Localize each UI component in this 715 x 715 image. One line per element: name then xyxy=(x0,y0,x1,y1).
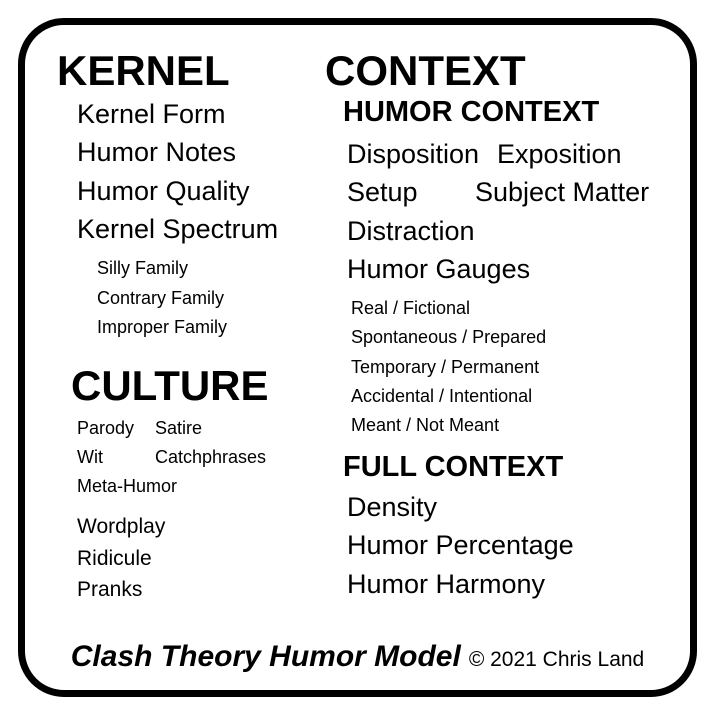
kernel-item: Kernel Form xyxy=(77,99,226,130)
culture-item: Wit xyxy=(77,447,103,468)
kernel-item: Humor Notes xyxy=(77,137,237,168)
humor-gauge: Real / Fictional xyxy=(351,298,471,319)
culture-item: Satire xyxy=(155,417,203,438)
culture-heading: CULTURE xyxy=(71,361,269,409)
kernel-spectrum-family: Improper Family xyxy=(97,316,228,337)
culture-item: Parody xyxy=(77,417,135,438)
footer xyxy=(25,640,690,674)
kernel-item: Kernel Spectrum xyxy=(77,214,279,245)
two-column-layout xyxy=(51,43,664,605)
humor-context-item: Disposition xyxy=(347,138,480,169)
kernel-item-list xyxy=(77,95,319,248)
humor-context-item: Subject Matter xyxy=(475,177,650,208)
culture-pair-row xyxy=(77,414,319,443)
humor-gauge: Temporary / Permanent xyxy=(351,356,540,377)
kernel-culture-column xyxy=(51,43,319,605)
kernel-item: Humor Quality xyxy=(77,175,250,206)
humor-context-row xyxy=(347,212,664,250)
humor-context-item: Distraction xyxy=(347,215,475,246)
humor-gauge: Accidental / Intentional xyxy=(351,385,533,406)
copyright-notice: © 2021 Chris Land xyxy=(468,648,645,671)
kernel-spectrum-family-list xyxy=(97,254,319,341)
context-heading: CONTEXT xyxy=(325,47,526,94)
poster-frame xyxy=(18,18,697,697)
full-context-heading: FULL CONTEXT xyxy=(343,451,564,484)
culture-pair-row xyxy=(77,443,319,472)
humor-gauges-list xyxy=(351,294,664,440)
full-context-item: Density xyxy=(347,491,438,522)
humor-context-row xyxy=(347,135,664,173)
humor-context-row xyxy=(347,250,664,288)
humor-context-item: Humor Gauges xyxy=(347,253,531,284)
full-context-item: Humor Harmony xyxy=(347,568,546,599)
culture-item-list xyxy=(77,511,319,604)
poster-content xyxy=(25,25,690,690)
culture-item: Ridicule xyxy=(77,546,152,570)
kernel-heading: KERNEL xyxy=(57,47,230,94)
humor-gauge: Spontaneous / Prepared xyxy=(351,327,547,348)
culture-item: Wordplay xyxy=(77,515,166,539)
full-context-item: Humor Percentage xyxy=(347,530,574,561)
humor-context-item-list xyxy=(347,135,664,288)
humor-context-item: Setup xyxy=(347,177,418,208)
full-context-item-list xyxy=(347,488,664,603)
model-title: Clash Theory Humor Model xyxy=(70,640,461,673)
culture-pair-row xyxy=(77,472,319,501)
context-column xyxy=(319,43,664,603)
kernel-spectrum-family: Silly Family xyxy=(97,258,189,279)
culture-item: Pranks xyxy=(77,577,143,601)
culture-pair-list xyxy=(77,414,319,501)
humor-gauge: Meant / Not Meant xyxy=(351,414,500,435)
humor-context-heading: HUMOR CONTEXT xyxy=(343,96,600,129)
kernel-spectrum-family: Contrary Family xyxy=(97,287,225,308)
culture-item: Meta-Humor xyxy=(77,476,178,497)
humor-context-item: Exposition xyxy=(497,138,622,169)
culture-item: Catchphrases xyxy=(155,447,267,468)
humor-context-row xyxy=(347,173,664,211)
